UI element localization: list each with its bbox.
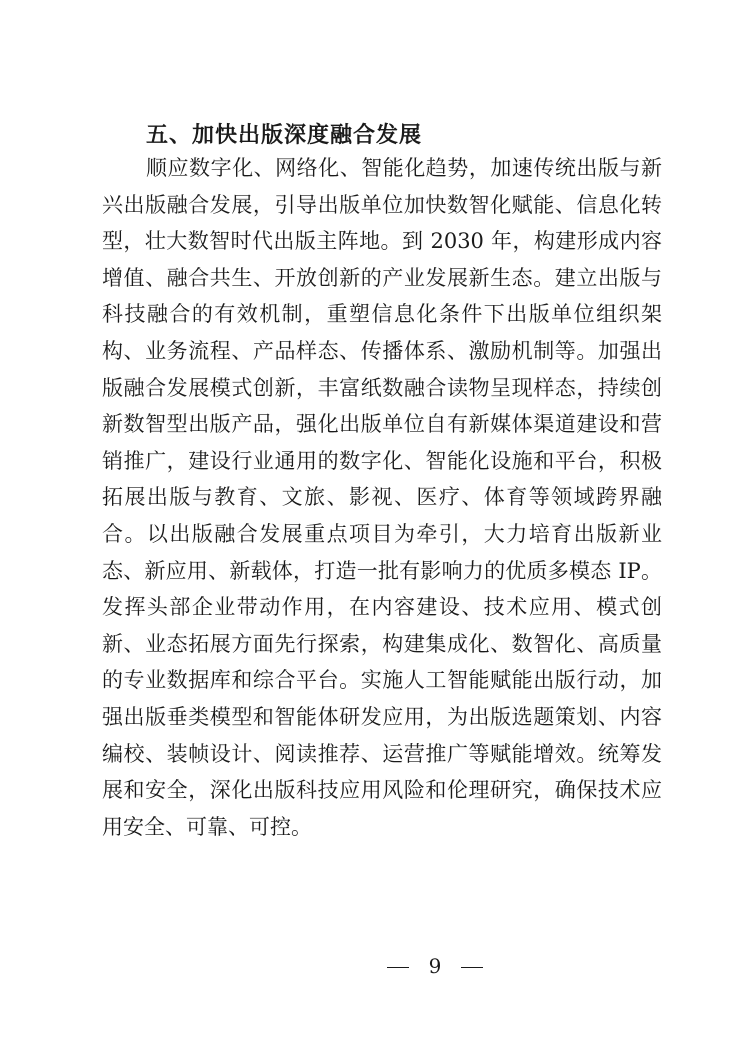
paragraph-line: 版融合发展模式创新，丰富纸数融合读物呈现样态，持续创 (102, 375, 662, 400)
paragraph-line: 态、新应用、新载体，打造一批有影响力的优质多模态 IP。 (102, 558, 662, 583)
paragraph-line: 展和安全，深化出版科技应用风险和伦理研究，确保技术应 (102, 778, 662, 803)
paragraph-line: 科技融合的有效机制，重塑信息化条件下出版单位组织架 (102, 302, 662, 327)
paragraph-line: 兴出版融合发展，引导出版单位加快数智化赋能、信息化转 (102, 192, 662, 217)
paragraph-line: 型，壮大数智时代出版主阵地。到 2030 年，构建形成内容 (102, 229, 662, 254)
paragraph-line: 编校、装帧设计、阅读推荐、运营推广等赋能增效。统筹发 (102, 741, 662, 766)
page-number-dash-right (461, 967, 483, 969)
paragraph-line: 新、业态拓展方面先行探索，构建集成化、数智化、高质量 (102, 631, 662, 656)
page-number-dash-left (387, 967, 409, 969)
paragraph-line: 销推广，建设行业通用的数字化、智能化设施和平台，积极 (102, 448, 662, 473)
paragraph-line: 构、业务流程、产品样态、传播体系、激励机制等。加强出 (102, 338, 662, 363)
page-number (0, 954, 750, 978)
paragraph-line: 增值、融合共生、开放创新的产业发展新生态。建立出版与 (102, 265, 662, 290)
paragraph-line: 新数智型出版产品，强化出版单位自有新媒体渠道建设和营 (102, 412, 662, 437)
page-number-value: 9 (428, 954, 442, 978)
paragraph-line: 用安全、可靠、可控。 (102, 814, 312, 839)
paragraph-line: 顺应数字化、网络化、智能化趋势，加速传统出版与新 (146, 156, 662, 180)
section-heading: 五、加快出版深度融合发展 (146, 123, 423, 148)
paragraph-line: 强出版垂类模型和智能体研发应用，为出版选题策划、内容 (102, 704, 662, 729)
paragraph-line: 拓展出版与教育、文旅、影视、医疗、体育等领域跨界融 (102, 485, 662, 510)
paragraph-line: 合。以出版融合发展重点项目为牵引，大力培育出版新业 (102, 521, 662, 546)
body-paragraph (102, 150, 662, 845)
paragraph-line: 发挥头部企业带动作用，在内容建设、技术应用、模式创 (102, 595, 662, 620)
paragraph-line: 的专业数据库和综合平台。实施人工智能赋能出版行动，加 (102, 668, 662, 693)
